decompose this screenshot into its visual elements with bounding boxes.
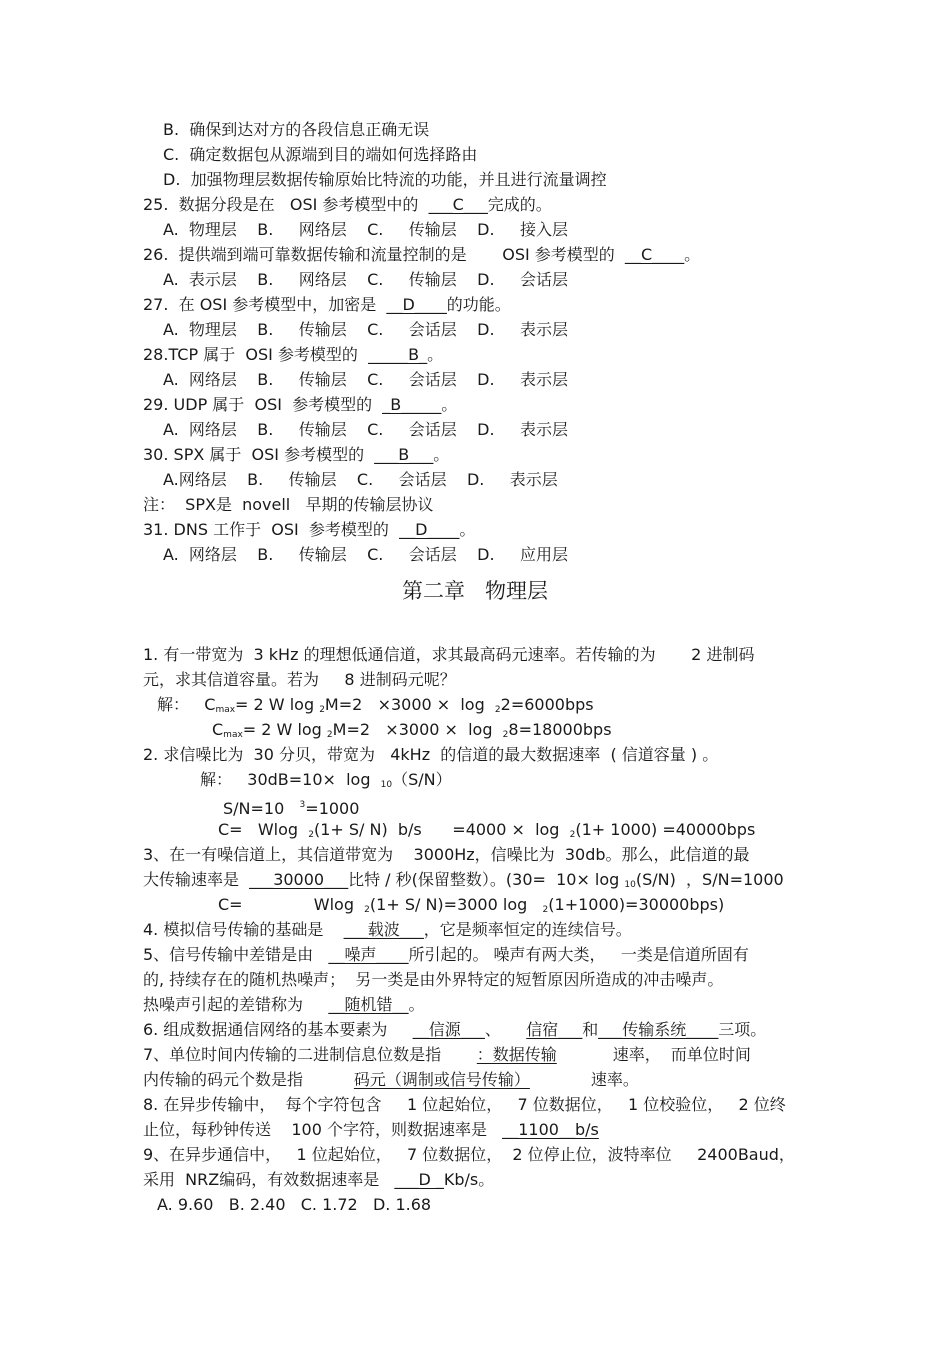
text: 6. 组成数据通信网络的基本要素为 bbox=[143, 1020, 413, 1039]
question-26-options: A. 表示层 B. 网络层 C. 传输层 D. 会话层 bbox=[163, 270, 568, 289]
formula-text: 解： C bbox=[157, 695, 216, 714]
text: 所引起的。 噪声有两大类， 一类是信道所固有 bbox=[408, 945, 749, 964]
text: 内传输的码元个数是指 bbox=[143, 1070, 354, 1089]
answer-blank: ___载波___ bbox=[343, 920, 424, 939]
question-tail: 完成的。 bbox=[487, 195, 552, 214]
formula-text: =1000 bbox=[305, 799, 360, 818]
question-29-options: A. 网络层 B. 传输层 C. 会话层 D. 表示层 bbox=[163, 420, 568, 439]
problem-3-line-1: 3、在一有噪信道上，其信道带宽为 3000Hz，信噪比为 30db。那么，此信道的最 bbox=[143, 845, 750, 864]
subscript: 2 bbox=[364, 905, 370, 915]
text: 7、单位时间内传输的二进制信息位数是指 bbox=[143, 1045, 477, 1064]
question-stem: 31. DNS 工作于 OSI 参考模型的 bbox=[143, 520, 400, 539]
question-tail: 。 bbox=[459, 520, 476, 539]
answer-blank: __1100__b/s bbox=[502, 1120, 599, 1139]
text: Kb/s。 bbox=[443, 1170, 495, 1189]
answer-blank: __D____ bbox=[399, 520, 460, 539]
question-stem: 28.TCP 属于 OSI 参考模型的 bbox=[143, 345, 369, 364]
formula-text: C= Wlog bbox=[218, 820, 309, 839]
subscript: 2 bbox=[319, 705, 325, 715]
superscript: 3 bbox=[299, 800, 306, 810]
text: 、 bbox=[484, 1020, 527, 1039]
problem-3-line-2 bbox=[143, 870, 784, 890]
question-30-options: A.网络层 B. 传输层 C. 会话层 D. 表示层 bbox=[163, 470, 558, 489]
subscript: 2 bbox=[542, 905, 549, 915]
problem-9-line-2 bbox=[143, 1170, 494, 1190]
question-tail: 。 bbox=[684, 245, 701, 264]
question-tail: 。 bbox=[433, 445, 450, 464]
question-25 bbox=[143, 195, 552, 215]
question-27-options: A. 物理层 B. 传输层 C. 会话层 D. 表示层 bbox=[163, 320, 568, 339]
question-stem: 26. 提供端到端可靠数据传输和流量控制的是 OSI 参考模型的 bbox=[143, 245, 625, 264]
problem-2-solution-3 bbox=[218, 820, 755, 840]
answer-blank: ___D _ bbox=[394, 1170, 444, 1189]
answer-blank: ___传输系统____ bbox=[598, 1020, 719, 1039]
formula-text: S/N=10 bbox=[223, 799, 300, 818]
problem-2-solution-2 bbox=[223, 795, 360, 818]
question-30-note: 注： SPX是 novell 早期的传输层协议 bbox=[143, 495, 434, 514]
answer-blank: ：数据传输 bbox=[476, 1045, 557, 1064]
formula-text: (1+ 1000) =40000bps bbox=[575, 820, 756, 839]
formula-text: 2=6000bps bbox=[500, 695, 594, 714]
subscript: max bbox=[223, 730, 243, 740]
problem-9-line-1: 9、在异步通信中， 1 位起始位， 7 位数据位， 2 位停止位，波特率位 2400Baud， bbox=[143, 1145, 795, 1164]
text: ，它是频率恒定的连续信号。 bbox=[423, 920, 632, 939]
option-c-line: C. 确定数据包从源端到目的端如何选择路由 bbox=[163, 145, 478, 164]
formula-text: （S/N） bbox=[392, 770, 452, 789]
answer-blank: ___C___ bbox=[428, 195, 488, 214]
formula-text: M=2 ×3000 × log bbox=[324, 695, 495, 714]
answer-blank: __噪声____ bbox=[328, 945, 409, 964]
formula-text: 解： 30dB=10× log bbox=[200, 770, 381, 789]
question-27 bbox=[143, 295, 511, 315]
text: 大传输速率是 bbox=[143, 870, 250, 889]
formula-text: (1+ S/ N) b/s =4000 × log bbox=[313, 820, 570, 839]
problem-6 bbox=[143, 1020, 766, 1040]
problem-5-line-1 bbox=[143, 945, 749, 965]
problem-7-line-1 bbox=[143, 1045, 751, 1065]
subscript: 10 bbox=[624, 880, 636, 890]
formula-text: C bbox=[212, 720, 224, 739]
problem-8-line-1: 8. 在异步传输中， 每个字符包含 1 位起始位， 7 位数据位， 1 位校验位， 2 位终 bbox=[143, 1095, 786, 1114]
formula-text: C= Wlog bbox=[218, 895, 365, 914]
answer-blank: 码元（调制或信号传输） bbox=[353, 1070, 530, 1089]
question-tail: 的功能。 bbox=[446, 295, 511, 314]
answer-blank: ___B___ bbox=[374, 445, 434, 464]
question-28 bbox=[143, 345, 443, 365]
answer-blank: 信宿___ bbox=[526, 1020, 583, 1039]
chapter-title: 第二章 物理层 bbox=[401, 579, 549, 603]
text: 5、信号传输中差错是由 bbox=[143, 945, 329, 964]
answer-blank: _____B_ bbox=[368, 345, 428, 364]
problem-5-line-2: 的, 持续存在的随机热噪声； 另一类是由外界特定的短暂原因所造成的冲击噪声。 bbox=[143, 970, 724, 989]
question-tail: 。 bbox=[441, 395, 458, 414]
formula-text: (1+ S/ N)=3000 log bbox=[369, 895, 543, 914]
question-31 bbox=[143, 520, 475, 540]
text: 4. 模拟信号传输的基础是 bbox=[143, 920, 344, 939]
subscript: 2 bbox=[326, 730, 333, 740]
answer-blank: __随机错__ bbox=[328, 995, 409, 1014]
question-stem: 29. UDP 属于 OSI 参考模型的 bbox=[143, 395, 383, 414]
text: (S/N) ，S/N=1000 bbox=[635, 870, 784, 889]
subscript: max bbox=[215, 705, 236, 715]
subscript: 2 bbox=[569, 830, 576, 840]
problem-1-line-2: 元，求其信道容量。若为 8 进制码元呢？ bbox=[143, 670, 456, 689]
text: 采用 NRZ编码，有效数据速率是 bbox=[143, 1170, 395, 1189]
question-30 bbox=[143, 445, 449, 465]
question-28-options: A. 网络层 B. 传输层 C. 会话层 D. 表示层 bbox=[163, 370, 568, 389]
subscript: 2 bbox=[308, 830, 314, 840]
text: 止位，每秒钟传送 100 个字符，则数据速率是 bbox=[143, 1120, 503, 1139]
subscript: 10 bbox=[380, 780, 393, 790]
question-26 bbox=[143, 245, 700, 265]
text: 热噪声引起的差错称为 bbox=[143, 995, 329, 1014]
problem-8-line-2 bbox=[143, 1120, 599, 1140]
subscript: 2 bbox=[494, 705, 501, 715]
formula-text: (1+1000)=30000bps) bbox=[548, 895, 725, 914]
question-29 bbox=[143, 395, 457, 415]
question-31-options: A. 网络层 B. 传输层 C. 会话层 D. 应用层 bbox=[163, 545, 568, 564]
problem-1-line-1: 1. 有一带宽为 3 kHz 的理想低通信道，求其最高码元速率。若传输的为 2 进制码 bbox=[143, 645, 755, 664]
text: 三项。 bbox=[718, 1020, 767, 1039]
formula-text: = 2 W log bbox=[242, 720, 327, 739]
problem-9-options: A. 9.60 B. 2.40 C. 1.72 D. 1.68 bbox=[157, 1195, 432, 1214]
text: 。 bbox=[408, 995, 425, 1014]
subscript: 2 bbox=[502, 730, 509, 740]
formula-text: 8=18000bps bbox=[508, 720, 612, 739]
question-25-options: A. 物理层 B. 网络层 C. 传输层 D. 接入层 bbox=[163, 220, 568, 239]
answer-blank: _B_____ bbox=[382, 395, 442, 414]
text: 和 bbox=[582, 1020, 599, 1039]
question-tail: 。 bbox=[427, 345, 444, 364]
text: 比特 / 秒(保留整数）。(30= 10× log bbox=[348, 870, 625, 889]
problem-2-line-1: 2. 求信噪比为 30 分贝，带宽为 4kHz 的信道的最大数据速率 ( 信道容量 ) 。 bbox=[143, 745, 719, 764]
question-stem: 25. 数据分段是在 OSI 参考模型中的 bbox=[143, 195, 429, 214]
problem-3-line-3 bbox=[218, 895, 724, 915]
answer-blank: __C____ bbox=[624, 245, 685, 264]
text: 速率， 而单位时间 bbox=[556, 1045, 751, 1064]
problem-7-line-2 bbox=[143, 1070, 639, 1090]
answer-blank: __信源___ bbox=[412, 1020, 485, 1039]
question-stem: 30. SPX 属于 OSI 参考模型的 bbox=[143, 445, 375, 464]
problem-1-solution-1 bbox=[157, 695, 594, 715]
problem-2-solution-1 bbox=[200, 770, 452, 790]
problem-4 bbox=[143, 920, 632, 940]
formula-text: = 2 W log bbox=[235, 695, 320, 714]
option-d-line: D. 加强物理层数据传输原始比特流的功能，并且进行流量调控 bbox=[163, 170, 607, 189]
formula-text: M=2 ×3000 × log bbox=[332, 720, 503, 739]
answer-blank: __D____ bbox=[386, 295, 447, 314]
question-stem: 27. 在 OSI 参考模型中，加密是 bbox=[143, 295, 387, 314]
problem-1-solution-2 bbox=[212, 720, 612, 740]
option-b-line: B. 确保到达对方的各段信息正确无误 bbox=[163, 120, 430, 139]
answer-blank: ___30000___ bbox=[249, 870, 349, 889]
problem-5-line-3 bbox=[143, 995, 424, 1015]
text: 速率。 bbox=[529, 1070, 639, 1089]
